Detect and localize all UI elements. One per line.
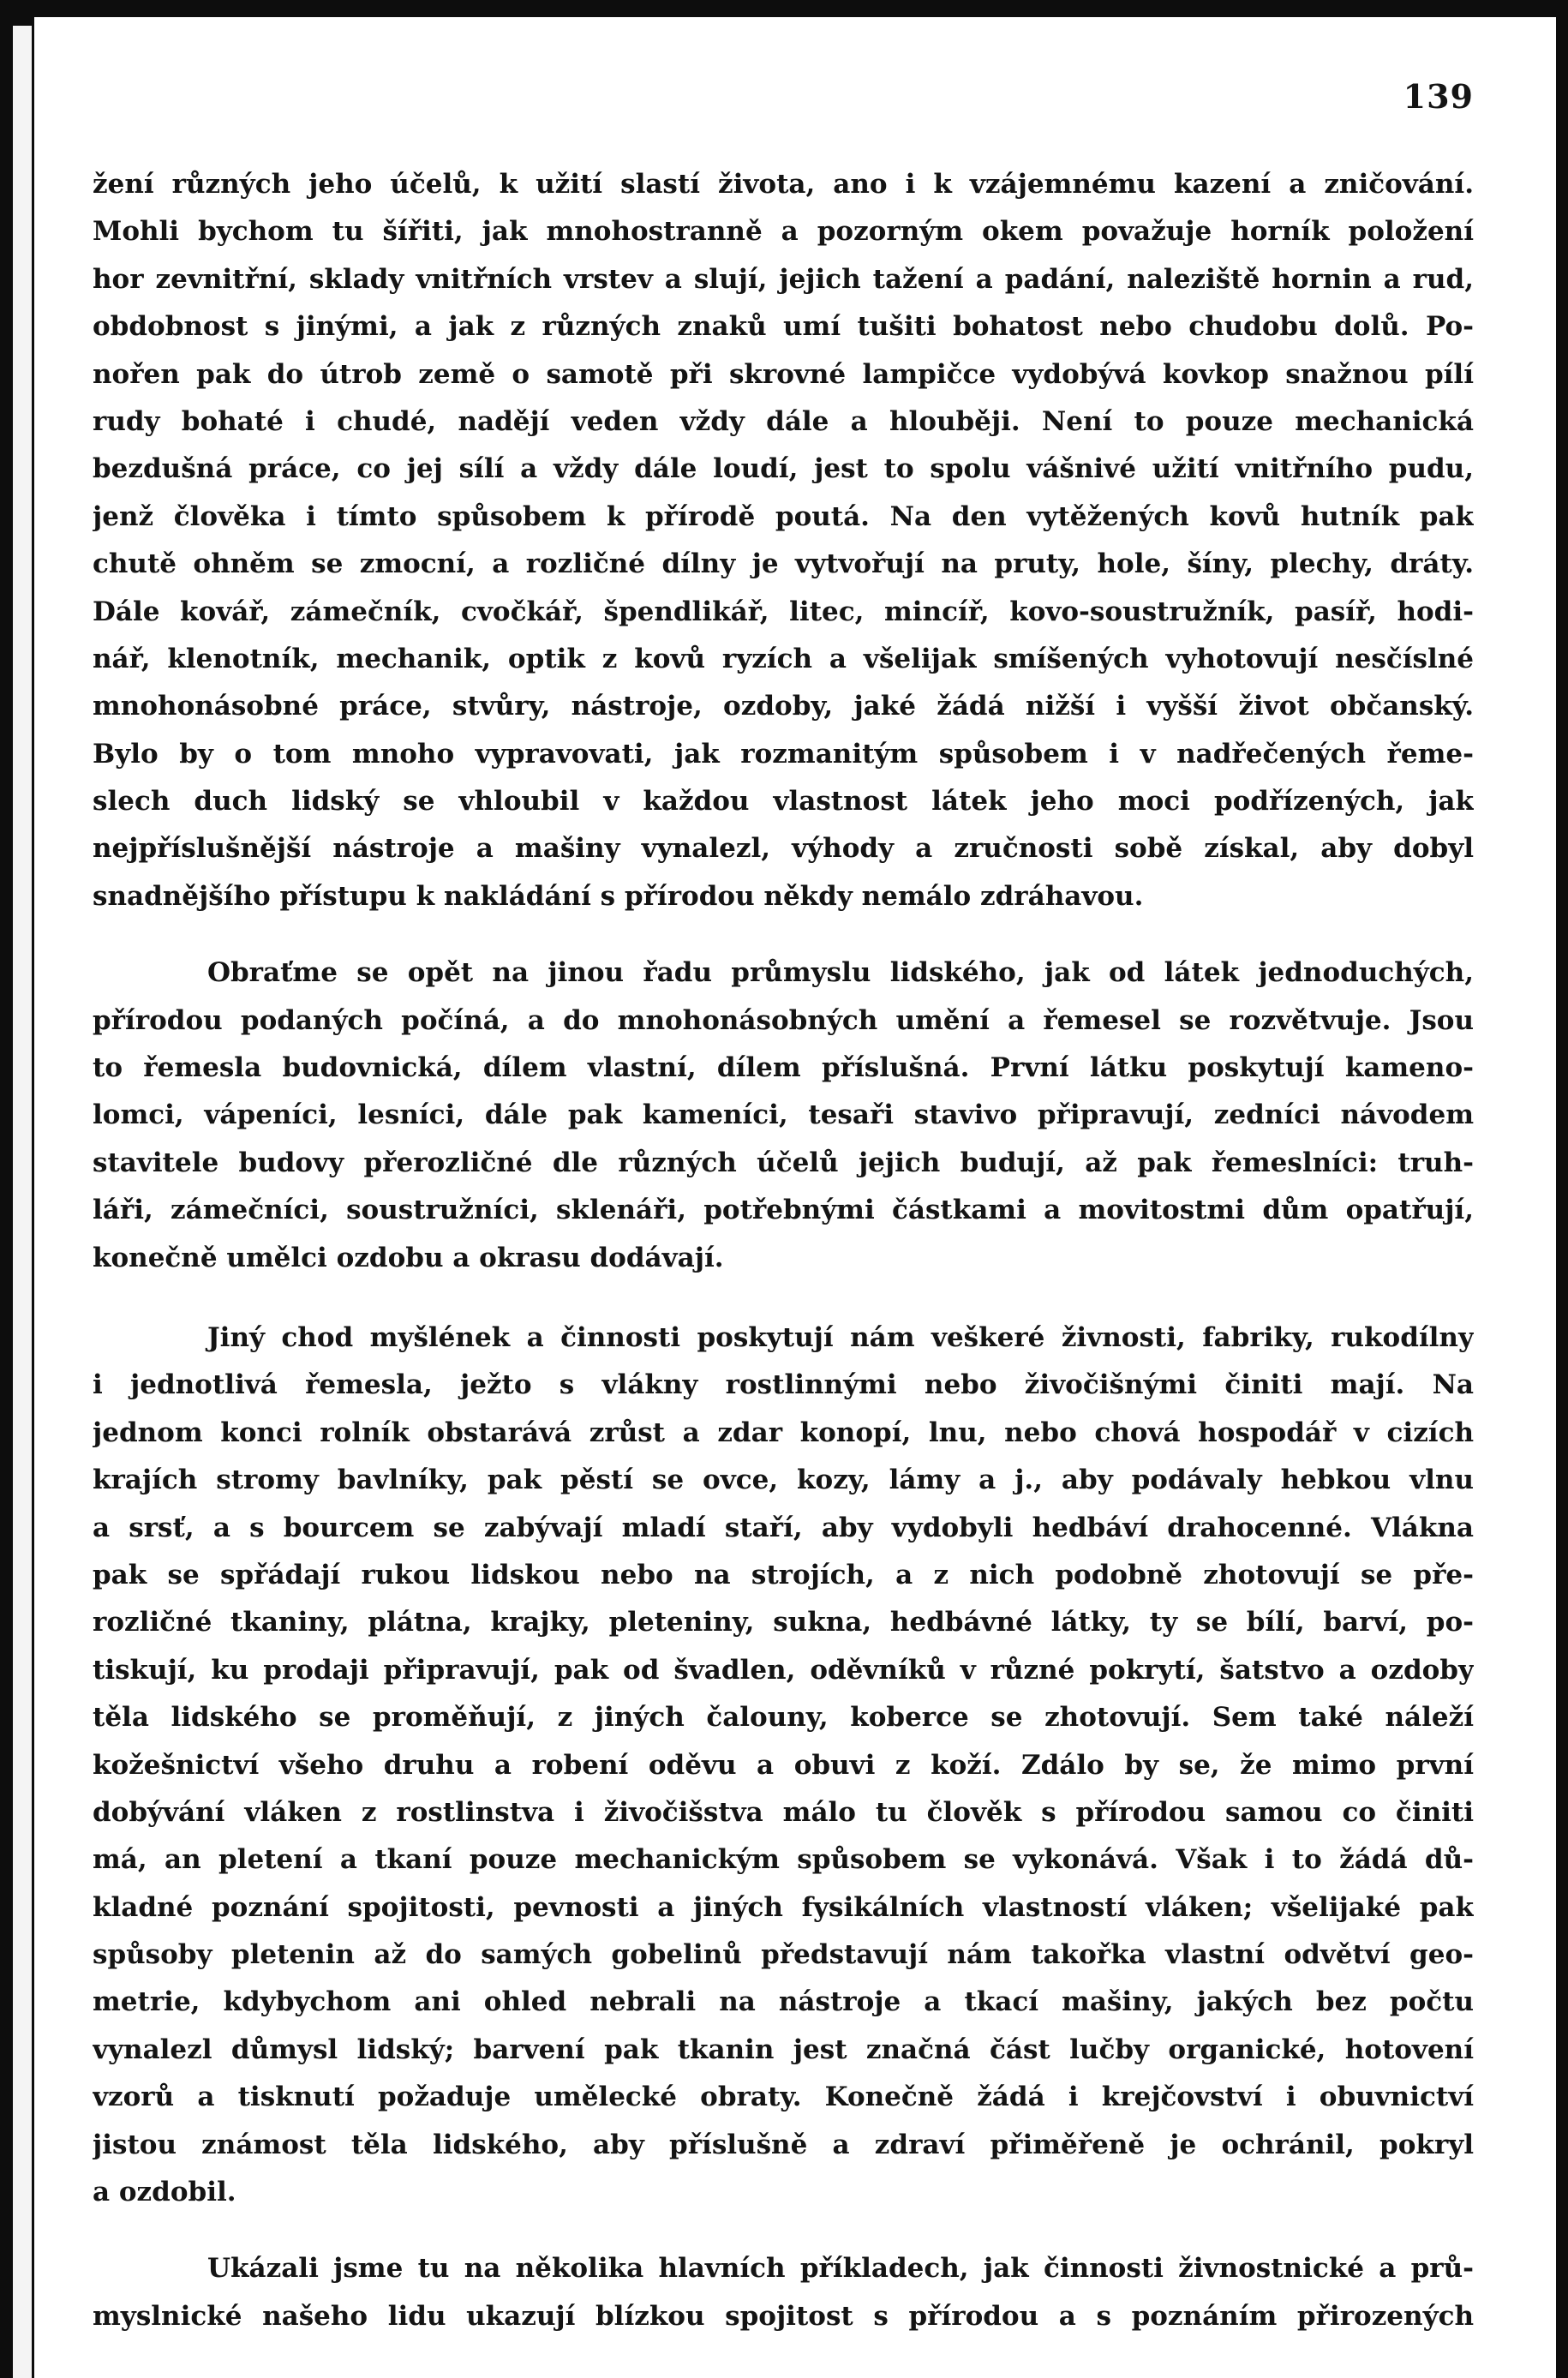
- text-line: obdobnost s jinými, a jak z různých znaků umí tušiti bohatost nebo chudobu dolů. Po-: [93, 311, 1474, 343]
- paragraph-building-trades: [93, 949, 1474, 1282]
- text-line: vzorů a tisknutí požaduje umělecké obraty. Konečně žádá i krejčovství i obuvnictví: [93, 2081, 1474, 2113]
- text-line: nejpříslušnější nástroje a mašiny vynalezl, výhody a zručnosti sobě získal, aby dobyl: [93, 833, 1474, 865]
- paragraph-spacer: [93, 1282, 1474, 1315]
- text-line: snadnějšího přístupu k nakládání s přírodou někdy nemálo zdráhavou.: [93, 880, 1144, 912]
- text-line: přírodou podaných počíná, a do mnohonásobných umění a řemesel se rozvětvuje. Jsou: [93, 1004, 1474, 1036]
- scan-top-border: [0, 0, 1568, 17]
- text-line: chutě ohněm se zmocní, a rozličné dílny je vytvořují na pruty, hole, šíny, plechy, dráty.: [93, 548, 1474, 580]
- scan-left-border: [0, 0, 34, 2378]
- text-line: Bylo by o tom mnoho vypravovati, jak rozmanitým spůsobem i v nadřečených řeme-: [93, 738, 1474, 770]
- book-page: [34, 17, 1556, 2378]
- book-spine-edge: [13, 26, 32, 2378]
- text-line: nář, klenotník, mechanik, optik z kovů ryzích a všelijak smíšených vyhotovují nesčíslné: [93, 643, 1474, 674]
- text-line: kožešnictví všeho druhu a robení oděvu a obuvi z koží. Zdálo by se, že mimo první: [93, 1749, 1474, 1781]
- text-line: jednom konci rolník obstarává zrůst a zdar konopí, lnu, nebo chová hospodář v cizích: [93, 1417, 1474, 1448]
- paragraph-spacer: [93, 920, 1474, 949]
- text-line: i jednotlivá řemesla, ježto s vlákny rostlinnými nebo živočišnými činiti mají. Na: [93, 1369, 1474, 1401]
- text-line: stavitele budovy přerozličné dle různých účelů jejich budují, až pak řemeslníci: truh-: [93, 1147, 1474, 1178]
- text-line: hor zevnitřní, sklady vnitřních vrstev a slují, jejich tažení a padání, naleziště hornin a rud,: [93, 263, 1474, 295]
- text-line: kladné poznání spojitosti, pevnosti a jiných fysikálních vlastností vláken; všelijaké pak: [93, 1891, 1474, 1923]
- paragraph-textile-trades: [93, 1315, 1474, 2216]
- text-line: těla lidského se proměňují, z jiných čalouny, koberce se zhotovují. Sem také náleží: [93, 1702, 1474, 1734]
- text-line: Jiný chod myšlének a činnosti poskytují nám veškeré živnosti, fabriky, rukodílny: [207, 1321, 1474, 1353]
- text-line: spůsoby pletenin až do samých gobelinů představují nám takořka vlastní odvětví geo-: [93, 1939, 1474, 1971]
- text-line: lomci, vápeníci, lesníci, dále pak kameníci, tesaři stavivo připravují, zedníci návodem: [93, 1099, 1474, 1131]
- text-line: bezdušná práce, co jej sílí a vždy dále loudí, jest to spolu vášnivé užití vnitřního pudu,: [93, 453, 1474, 485]
- text-line: jistou známost těla lidského, aby příslušně a zdraví přiměřeně je ochránil, pokryl: [93, 2129, 1474, 2160]
- paragraph-mining: [93, 161, 1474, 920]
- text-line: nořen pak do útrob země o samotě při skrovné lampičce vydobývá kovkop snažnou pílí: [93, 358, 1474, 390]
- text-line: a ozdobil.: [93, 2177, 236, 2208]
- text-line: slech duch lidský se vhloubil v každou vlastnost látek jeho moci podřízených, jak: [93, 786, 1474, 818]
- text-line: žení různých jeho účelů, k užití slastí života, ano i k vzájemnému kazení a zničování.: [93, 169, 1474, 200]
- text-line: rozličné tkaniny, plátna, krajky, pleteniny, sukna, hedbávné látky, ty se bílí, barví, po-: [93, 1607, 1474, 1638]
- text-line: metrie, kdybychom ani ohled nebrali na nástroje a tkací mašiny, jakých bez počtu: [93, 1986, 1474, 2018]
- text-line: dobývání vláken z rostlinstva i živočišstva málo tu člověk s přírodou samou co činiti: [93, 1796, 1474, 1828]
- scan-right-border: [1556, 0, 1568, 2378]
- text-line: Ukázali jsme tu na několika hlavních příkladech, jak činnosti živnostnické a prů-: [207, 2253, 1474, 2285]
- text-line: pak se spřádají rukou lidskou nebo na strojích, a z nich podobně zhotovují se pře-: [93, 1559, 1474, 1590]
- text-line: Dále kovář, zámečník, cvočkář, špendlikář, litec, mincíř, kovo-soustružník, pasíř, hodi-: [93, 596, 1474, 627]
- paragraph-spacer: [93, 2216, 1474, 2245]
- text-line: Obraťme se opět na jinou řadu průmyslu lidského, jak od látek jednoduchých,: [207, 957, 1474, 989]
- text-line: a srsť, a s bourcem se zabývají mladí staří, aby vydobyli hedbáví drahocenné. Vlákna: [93, 1512, 1474, 1543]
- text-line: konečně umělci ozdobu a okrasu dodávají.: [93, 1242, 724, 1273]
- text-line: tiskují, ku prodaji připravují, pak od švadlen, oděvníků v různé pokrytí, šatstvo a ozdoby: [93, 1654, 1474, 1686]
- text-line: to řemesla budovnická, dílem vlastní, dílem příslušná. První látku poskytují kameno-: [93, 1052, 1474, 1084]
- paragraph-conclusion: [93, 2245, 1474, 2340]
- text-line: krajích stromy bavlníky, pak pěstí se ovce, kozy, lámy a j., aby podávaly hebkou vlnu: [93, 1465, 1474, 1496]
- body-text: [93, 161, 1474, 2340]
- text-line: jenž člověka i tímto spůsobem k přírodě poutá. Na den vytěžených kovů hutník pak: [93, 500, 1474, 532]
- text-line: vynalezl důmysl lidský; barvení pak tkanin jest značná část lučby organické, hotovení: [93, 2034, 1474, 2065]
- text-line: Mohli bychom tu šířiti, jak mnohostranně a pozorným okem považuje horník položení: [93, 216, 1474, 248]
- text-line: rudy bohaté i chudé, nadějí veden vždy dále a hlouběji. Není to pouze mechanická: [93, 405, 1474, 437]
- text-line: mnohonásobné práce, stvůry, nástroje, ozdoby, jaké žádá nižší i vyšší život občanský.: [93, 691, 1474, 722]
- text-line: láři, zámečníci, soustružníci, sklenáři, potřebnými částkami a movitostmi dům opatřují,: [93, 1195, 1474, 1226]
- text-line: myslnické našeho lidu ukazují blízkou spojitost s přírodou a s poznáním přirozených: [93, 2300, 1474, 2332]
- page-number: 139: [1403, 77, 1474, 116]
- text-line: má, an pletení a tkaní pouze mechanickým spůsobem se vykonává. Však i to žádá dů-: [93, 1844, 1474, 1876]
